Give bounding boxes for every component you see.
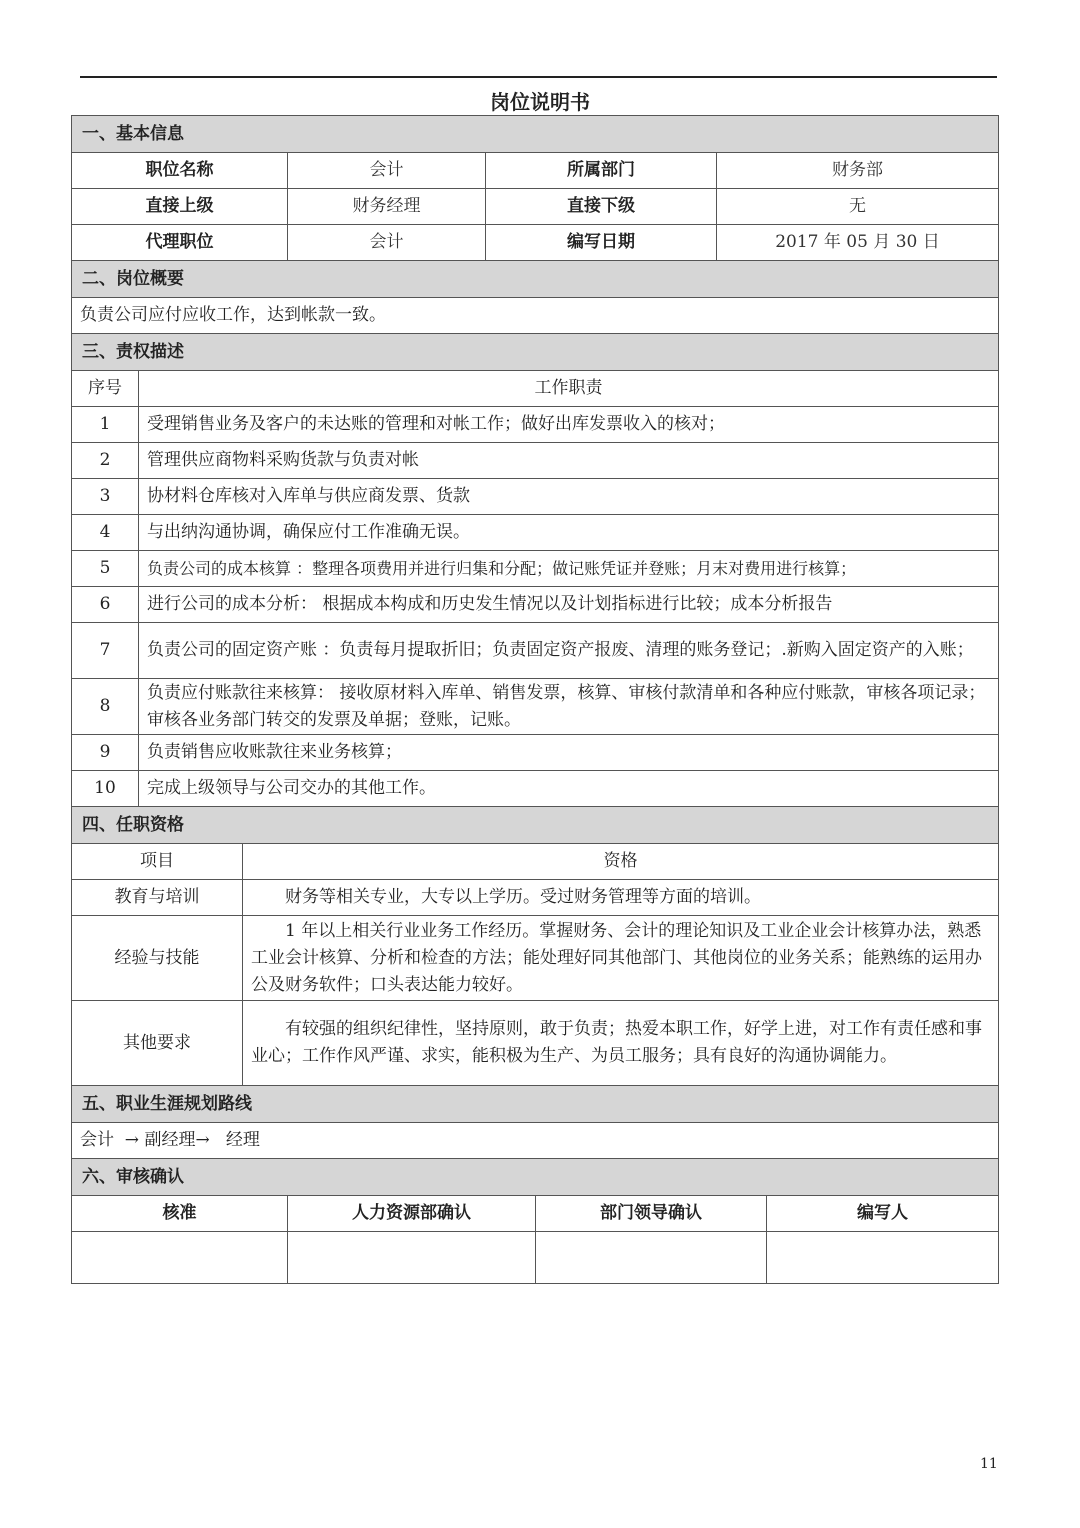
duty-no: 4 <box>72 515 139 551</box>
qual-row <box>72 916 999 1001</box>
duty-text: 管理供应商物料采购货款与负责对帐 <box>139 443 999 479</box>
basic-row-3 <box>72 225 999 261</box>
duty-row <box>72 443 999 479</box>
author-signature-cell <box>767 1232 999 1284</box>
superior-value: 财务经理 <box>288 189 486 225</box>
duty-text: 负责应付账款往来核算： 接收原材料入库单、销售发票，核算、审核付款清单和各种应付账款，审核各项记录； 审核各业务部门转交的发票及单据；登账，记账。 <box>139 679 999 735</box>
duty-no: 6 <box>72 587 139 623</box>
duty-row <box>72 479 999 515</box>
section-review <box>72 1159 999 1196</box>
position-name-value: 会计 <box>288 153 486 189</box>
summary-text: 负责公司应付应收工作，达到帐款一致。 <box>72 298 999 334</box>
duty-no: 3 <box>72 479 139 515</box>
department-label: 所属部门 <box>486 153 717 189</box>
hr-signature-cell <box>288 1232 536 1284</box>
qual-row <box>72 880 999 916</box>
qual-text: 有较强的组织纪律性，坚持原则，敢于负责；热爱本职工作，好学上进，对工作有责任感和事业心；工作作风严谨、求实，能积极为生产、为员工服务；具有良好的沟通协调能力。 <box>243 1001 999 1086</box>
approve-signature-cell <box>72 1232 288 1284</box>
duty-row <box>72 679 999 735</box>
dept-signature-cell <box>536 1232 767 1284</box>
duty-text: 协材料仓库核对入库单与供应商发票、货款 <box>139 479 999 515</box>
duty-no: 2 <box>72 443 139 479</box>
duty-row <box>72 551 999 587</box>
qual-item: 教育与培训 <box>72 880 243 916</box>
section-title: 一、基本信息 <box>72 116 999 153</box>
qual-text: 财务等相关专业，大专以上学历。受过财务管理等方面的培训。 <box>243 880 999 916</box>
duty-no: 9 <box>72 735 139 771</box>
department-value: 财务部 <box>717 153 999 189</box>
qual-item: 其他要求 <box>72 1001 243 1086</box>
duty-text: 完成上级领导与公司交办的其他工作。 <box>139 771 999 807</box>
section-duties <box>72 334 999 371</box>
duty-row <box>72 587 999 623</box>
duty-row <box>72 771 999 807</box>
section-title: 六、审核确认 <box>72 1159 999 1196</box>
career-path-text: 会计 → 副经理→ 经理 <box>72 1123 999 1159</box>
duty-text-header: 工作职责 <box>139 371 999 407</box>
deputy-value: 会计 <box>288 225 486 261</box>
qual-row <box>72 1001 999 1086</box>
document-title: 岗位说明书 <box>490 90 590 114</box>
superior-label: 直接上级 <box>72 189 288 225</box>
career-row <box>72 1123 999 1159</box>
duty-row <box>72 515 999 551</box>
subordinate-value: 无 <box>717 189 999 225</box>
hr-confirm-header: 人力资源部确认 <box>288 1196 536 1232</box>
qual-text: 1 年以上相关行业业务工作经历。掌握财务、会计的理论知识及工业企业会计核算办法，熟悉工业会计核算、分析和检查的方法；能处理好同其他部门、其他岗位的业务关系；能熟练的运用办公及财务软件；口头表达能力较好。 <box>243 916 999 1001</box>
duty-text: 受理销售业务及客户的未达账的管理和对帐工作；做好出库发票收入的核对； <box>139 407 999 443</box>
subordinate-label: 直接下级 <box>486 189 717 225</box>
section-basic-info <box>72 116 999 153</box>
basic-row-2 <box>72 189 999 225</box>
section-summary <box>72 261 999 298</box>
duty-row <box>72 407 999 443</box>
duty-no: 8 <box>72 679 139 735</box>
duty-row <box>72 623 999 679</box>
duty-no: 1 <box>72 407 139 443</box>
top-rule <box>80 76 997 78</box>
duty-text: 负责公司的固定资产账 ：负责每月提取折旧；负责固定资产报废、清理的账务登记；.新购入固定资产的入账； <box>139 623 999 679</box>
section-title: 四、任职资格 <box>72 807 999 844</box>
review-header-row <box>72 1196 999 1232</box>
duty-text: 负责公司的成本核算 ：整理各项费用并进行归集和分配；做记账凭证并登账；月末对费用进行核算； <box>139 551 999 587</box>
duty-text: 负责销售应收账款往来业务核算； <box>139 735 999 771</box>
section-title: 二、岗位概要 <box>72 261 999 298</box>
page-number: 11 <box>980 1456 998 1472</box>
qual-item-header: 项目 <box>72 844 243 880</box>
duty-row <box>72 735 999 771</box>
date-value: 2017 年 05 月 30 日 <box>717 225 999 261</box>
duty-no: 7 <box>72 623 139 679</box>
date-label: 编写日期 <box>486 225 717 261</box>
job-description-table <box>71 115 999 1284</box>
duty-text: 与出纳沟通协调，确保应付工作准确无误。 <box>139 515 999 551</box>
duty-text: 进行公司的成本分析： 根据成本构成和历史发生情况以及计划指标进行比较；成本分析报告 <box>139 587 999 623</box>
qual-item: 经验与技能 <box>72 916 243 1001</box>
review-signature-row <box>72 1232 999 1284</box>
deputy-label: 代理职位 <box>72 225 288 261</box>
author-header: 编写人 <box>767 1196 999 1232</box>
section-title: 五、职业生涯规划路线 <box>72 1086 999 1123</box>
duty-no: 10 <box>72 771 139 807</box>
duties-header-row <box>72 371 999 407</box>
section-qualifications <box>72 807 999 844</box>
duty-no-header: 序号 <box>72 371 139 407</box>
section-title: 三、责权描述 <box>72 334 999 371</box>
position-name-label: 职位名称 <box>72 153 288 189</box>
section-career <box>72 1086 999 1123</box>
qual-header-row <box>72 844 999 880</box>
qual-req-header: 资格 <box>243 844 999 880</box>
duty-no: 5 <box>72 551 139 587</box>
basic-row-1 <box>72 153 999 189</box>
summary-row <box>72 298 999 334</box>
dept-confirm-header: 部门领导确认 <box>536 1196 767 1232</box>
approve-header: 核准 <box>72 1196 288 1232</box>
